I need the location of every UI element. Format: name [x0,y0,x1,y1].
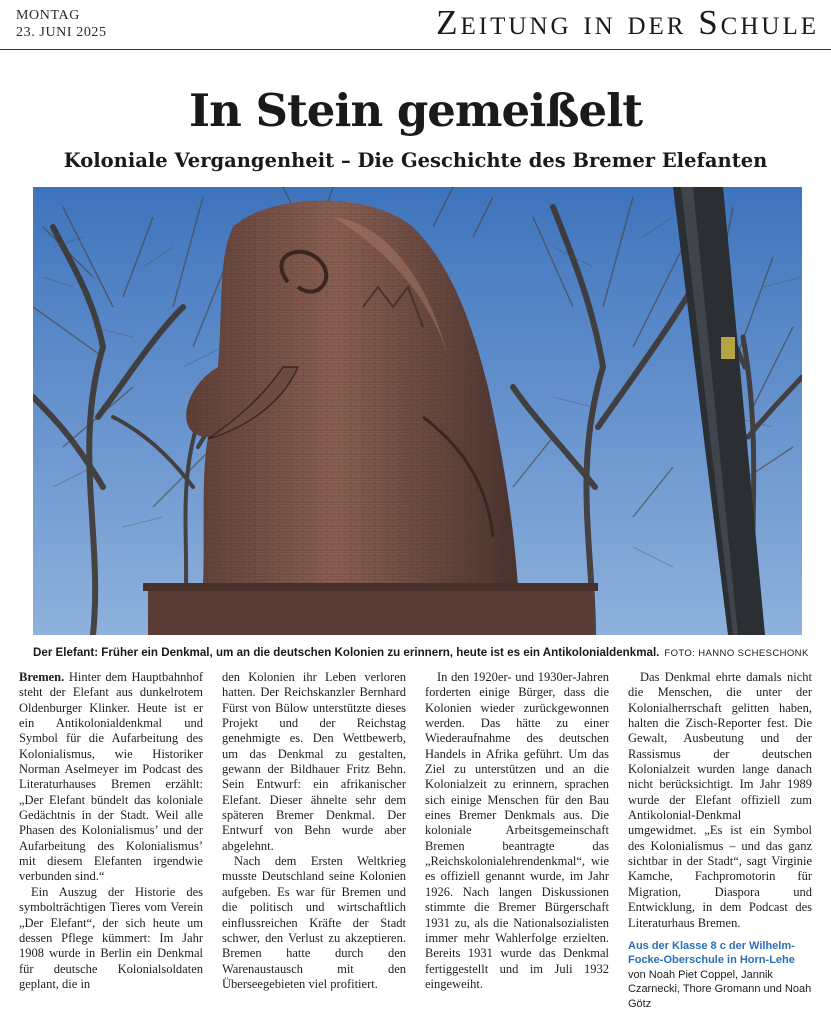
article-paragraph: den Kolonien ihr Leben verloren hatten. Der Reichskanzler Bernhard Fürst von Bülow unterstützte dieses Projekt und der Reichstag genehmigte es. Den Wettbewerb, um das Denkmal zu gestalten, gewann der Bildhauer Fritz Behn. Sein Entwurf: ein afrikanischer Elefant. Dieser ähnelte sehr dem späteren Bremer Denkmal. Der Entwurf von Behn wurde aber abgelehnt. [222,670,406,853]
article-paragraph: Ein Auszug der Historie des symbolträchtigen Tieres vom Verein „Der Elefant“, der sich heute um dessen Pflege kümmert: Im Jahr 1908 wurde in Berlin ein Denkmal für deutsche Kolonialsoldaten geplant, die in [19,884,203,991]
article-column-2 [222,670,406,992]
issue-date [16,7,107,41]
article-column-4 [628,670,812,1011]
photo-caption [33,646,809,659]
article-column-1 [19,670,203,992]
article-paragraph: In den 1920er- und 1930er-Jahren forderten einige Bürger, dass die Kolonien wieder zurückgewonnen werden. Das hätte zu einer Wiederaufnahme des deutschen Handels in Afrika geführt. Um das Ziel zu unterstützen und an die Kolonialzeit zu erinnern, sprachen sich einige Menschen für den Bau eines Bremer Denkmals aus. Die koloniale Arbeitsgemeinschaft Bremen beantragte das „Reichskolonialehrendenkmal“, wie es offiziell genannt wurde, im Jahr 1926. Nach langen Diskussionen stimmte die Bremer Bürgerschaft 1931 zu, als die Nationalsozialisten immer mehr Wahlerfolge erzielten. Bereits 1931 wurde das Denkmal fertiggestellt und im Juli 1932 eingeweiht. [425,670,609,991]
author-credit [628,939,812,1011]
section-title: Zeitung in der Schule [436,3,819,42]
article-column-3 [425,670,609,992]
article-paragraph: Bremen. Hinter dem Hauptbahnhof steht der Elefant aus dunkelrotem Oldenburger Klinker. Heute ist er ein Antikolonialdenkmal und Symbol für die Aufarbeitung des Kolonialismus, wie Historiker Norman Aselmeyer im Podcast des Literaturhauses Bremen erzählt: „Der Elefant bündelt das koloniale Gedächtnis in der Stadt. Weil alle Phasen des Kolonialismus’ und der Aufarbeitung des Kolonialismus’ mit diesem Elefanten irgendwie verbunden sind.“ [19,670,203,884]
elephant-monument-photo [33,187,802,635]
issue-weekday: MONTAG [16,8,80,23]
article-subheadline: Koloniale Vergangenheit – Die Geschichte des Bremer Elefanten [63,149,768,172]
article-paragraph: Das Denkmal ehrte damals nicht die Menschen, die unter der Kolonialherrschaft gelitten haben, halten die Zisch-Reporter fest. Die Gewalt, Ausbeutung und der Rassismus der deutschen Kolonialzeit wurden lange danach nicht berücksichtigt. Im Jahr 1989 wurde der Elefant offiziell zum Antikolonial-Denkmal umgewidmet. „Es ist ein Symbol des Kolonialismus – und das ganz sichtbar in der Stadt“, sagt Virginie Kamche, Fachpromotorin für Migration, Diaspora und Entwicklung, in dem Podcast des Literaturhaus Bremen. [628,670,812,930]
photo-credit: FOTO: HANNO SCHESCHONK [664,648,809,659]
author-names: von Noah Piet Coppel, Jannik Czarnecki, Thore Gromann und Noah Götz [628,968,812,1010]
author-class-label: Aus der Klasse 8 c der Wilhelm-Focke-Oberschule in Horn-Lehe [628,939,795,967]
masthead [0,0,831,48]
caption-text: Der Elefant: Früher ein Denkmal, um an die deutschen Kolonien zu erinnern, heute ist es ein Antikolonialdenkmal. [33,646,660,659]
issue-date-text: 23. JUNI 2025 [16,25,107,40]
article-body [19,670,814,1010]
article-dateline: Bremen. [19,670,65,684]
masthead-divider [0,49,831,50]
article-headline: In Stein gemeißelt [189,84,642,137]
article-paragraph: Nach dem Ersten Weltkrieg musste Deutschland seine Kolonien aufgeben. Es war für Bremen und die politisch und wirtschaftlich einflussreichen Kräfte der Stadt schwer, den Verlust zu akzeptieren. Bremen hatte durch den Warenaustausch mit den Überseegebieten viel profitiert. [222,854,406,991]
article-photo [33,187,802,635]
